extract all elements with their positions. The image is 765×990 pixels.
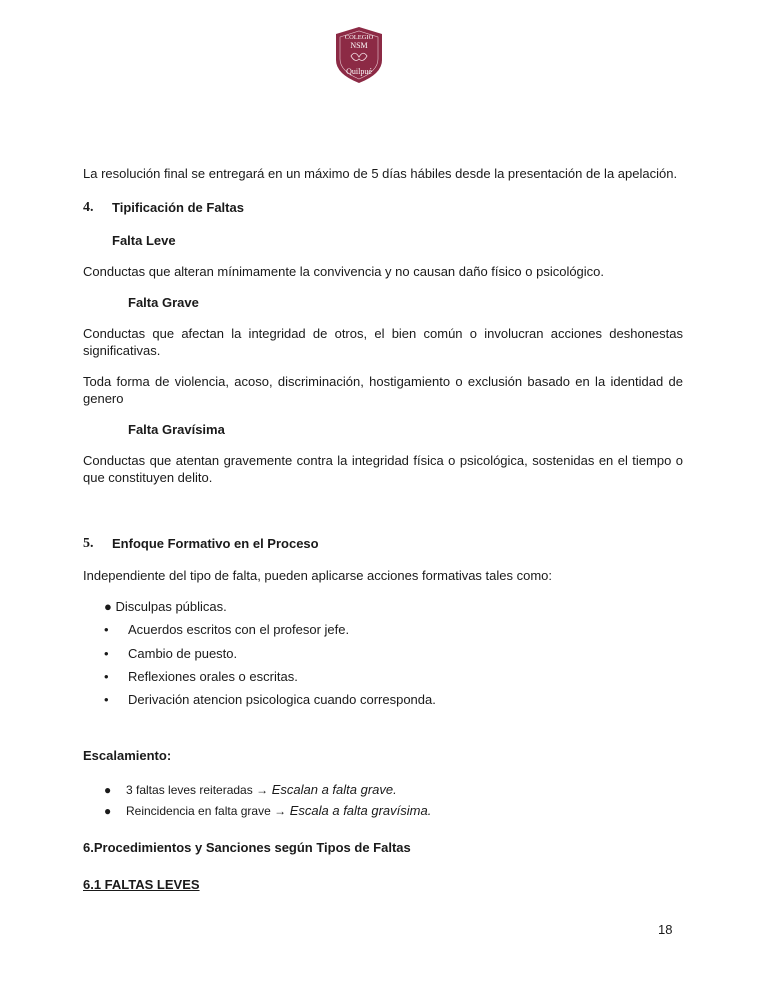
school-crest-icon — [332, 26, 386, 84]
section-4-number: 4. — [83, 200, 94, 215]
bullet-icon: ● — [104, 804, 112, 818]
section-5-title: Enfoque Formativo en el Proceso — [112, 536, 319, 551]
bullet-icon: • — [104, 692, 109, 707]
list-item — [104, 599, 227, 614]
logo-line2: NSM — [350, 41, 368, 50]
subhead-grave: Falta Grave — [128, 295, 199, 310]
section-4-title: Tipificación de Faltas — [112, 200, 244, 215]
section-4-heading — [83, 199, 94, 216]
bullet-icon: ● — [104, 783, 112, 797]
logo-line1: COLEGIO — [344, 34, 374, 41]
grave-description-2: Toda forma de violencia, acoso, discriminación, hostigamiento o exclusión basado en la identidad de genero — [83, 374, 683, 406]
school-logo — [332, 26, 386, 84]
section-6-1-title: 6.1 FALTAS LEVES — [83, 877, 200, 892]
logo-line3: Quilpué — [346, 67, 372, 76]
subhead-gravisima: Falta Gravísima — [128, 422, 225, 437]
section-5-number: 5. — [83, 536, 94, 551]
list-item-label: Cambio de puesto. — [128, 646, 238, 661]
escalamiento-item-italic: Escala a falta gravísima. — [289, 803, 432, 818]
list-item — [104, 692, 436, 707]
section-5-heading — [83, 535, 94, 552]
escalamiento-item-plain: 3 faltas leves reiteradas → — [126, 783, 269, 797]
list-item-label: Derivación atencion psicologica cuando corresponda. — [128, 692, 436, 707]
grave-description-1: Conductas que afectan la integridad de otros, el bien común o involucran acciones deshonestas significativas. — [83, 326, 683, 358]
list-item — [104, 622, 349, 637]
list-item — [104, 646, 237, 661]
list-item-label: Reflexiones orales o escritas. — [128, 669, 298, 684]
escalamiento-title: Escalamiento: — [83, 748, 172, 763]
resolucion-paragraph: La resolución final se entregará en un máximo de 5 días hábiles desde la presentación de la apelación. — [83, 166, 678, 181]
leve-description: Conductas que alteran mínimamente la convivencia y no causan daño físico o psicológico. — [83, 264, 605, 279]
bullet-icon: ● — [104, 599, 112, 614]
section-6-title: 6.Procedimientos y Sanciones según Tipos de Faltas — [83, 840, 411, 855]
formativo-intro: Independiente del tipo de falta, pueden aplicarse acciones formativas tales como: — [83, 568, 553, 583]
list-item-label: Disculpas públicas. — [115, 599, 227, 614]
list-item — [104, 669, 298, 684]
list-item — [104, 803, 431, 818]
page-number: 18 — [658, 922, 673, 937]
bullet-icon: • — [104, 669, 109, 684]
escalamiento-item-italic: Escalan a falta grave. — [271, 782, 397, 797]
bullet-icon: • — [104, 622, 109, 637]
list-item — [104, 782, 397, 797]
gravisima-description: Conductas que atentan gravemente contra la integridad física o psicológica, sostenidas en el tiempo o que constituyen delito. — [83, 453, 683, 485]
list-item-label: Acuerdos escritos con el profesor jefe. — [128, 622, 350, 637]
subhead-leve: Falta Leve — [112, 233, 176, 248]
escalamiento-item-plain: Reincidencia en falta grave → — [126, 804, 287, 818]
bullet-icon: • — [104, 646, 109, 661]
